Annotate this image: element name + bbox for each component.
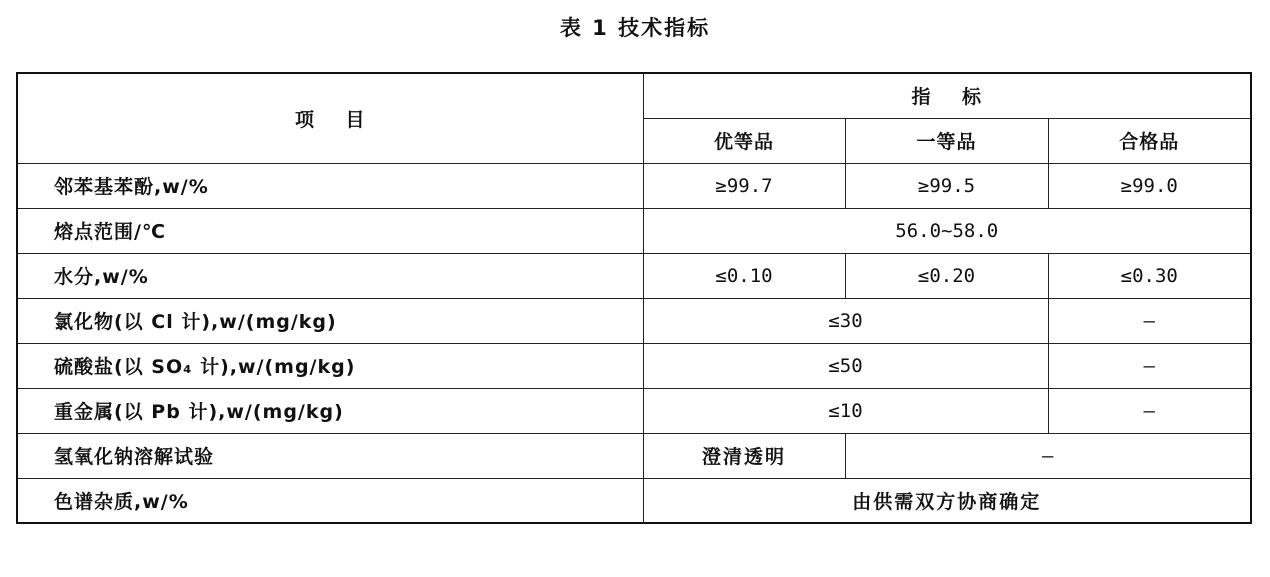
header-grade-qualified: 合格品	[1048, 118, 1251, 163]
row-value: 由供需双方协商确定	[643, 478, 1251, 523]
row-value: —	[1048, 298, 1251, 343]
row-value: ≥99.0	[1048, 163, 1251, 208]
row-value: ≤10	[643, 388, 1048, 433]
table-row	[17, 208, 1251, 253]
table-row	[17, 163, 1251, 208]
row-value: ≥99.5	[845, 163, 1048, 208]
technical-indicator-table	[16, 72, 1252, 524]
table-row	[17, 343, 1251, 388]
row-value: ≤30	[643, 298, 1048, 343]
row-value: —	[1048, 388, 1251, 433]
row-item-label: 重金属(以 Pb 计),w/(mg/kg)	[17, 388, 643, 433]
row-value: ≤0.20	[845, 253, 1048, 298]
row-value: ≥99.7	[643, 163, 845, 208]
row-value: —	[845, 433, 1251, 478]
row-item-label: 氯化物(以 Cl 计),w/(mg/kg)	[17, 298, 643, 343]
table-caption: 表 1 技术指标	[559, 16, 711, 40]
row-value: ≤0.30	[1048, 253, 1251, 298]
table-row	[17, 433, 1251, 478]
table-row	[17, 253, 1251, 298]
row-value: 澄清透明	[643, 433, 845, 478]
row-item-label: 硫酸盐(以 SO₄ 计),w/(mg/kg)	[17, 343, 643, 388]
header-grade-first: 一等品	[845, 118, 1048, 163]
row-value: ≤50	[643, 343, 1048, 388]
header-grade-superior: 优等品	[643, 118, 845, 163]
table-row	[17, 478, 1251, 523]
row-value: 56.0~58.0	[643, 208, 1251, 253]
row-item-label: 氢氧化钠溶解试验	[17, 433, 643, 478]
header-indicator: 指 标	[643, 73, 1251, 118]
table-row	[17, 298, 1251, 343]
row-value: —	[1048, 343, 1251, 388]
header-item: 项 目	[17, 73, 643, 163]
header-row-1	[17, 73, 1251, 118]
row-item-label: 水分,w/%	[17, 253, 643, 298]
row-value: ≤0.10	[643, 253, 845, 298]
row-item-label: 熔点范围/℃	[17, 208, 643, 253]
row-item-label: 邻苯基苯酚,w/%	[17, 163, 643, 208]
row-item-label: 色谱杂质,w/%	[17, 478, 643, 523]
table-row	[17, 388, 1251, 433]
